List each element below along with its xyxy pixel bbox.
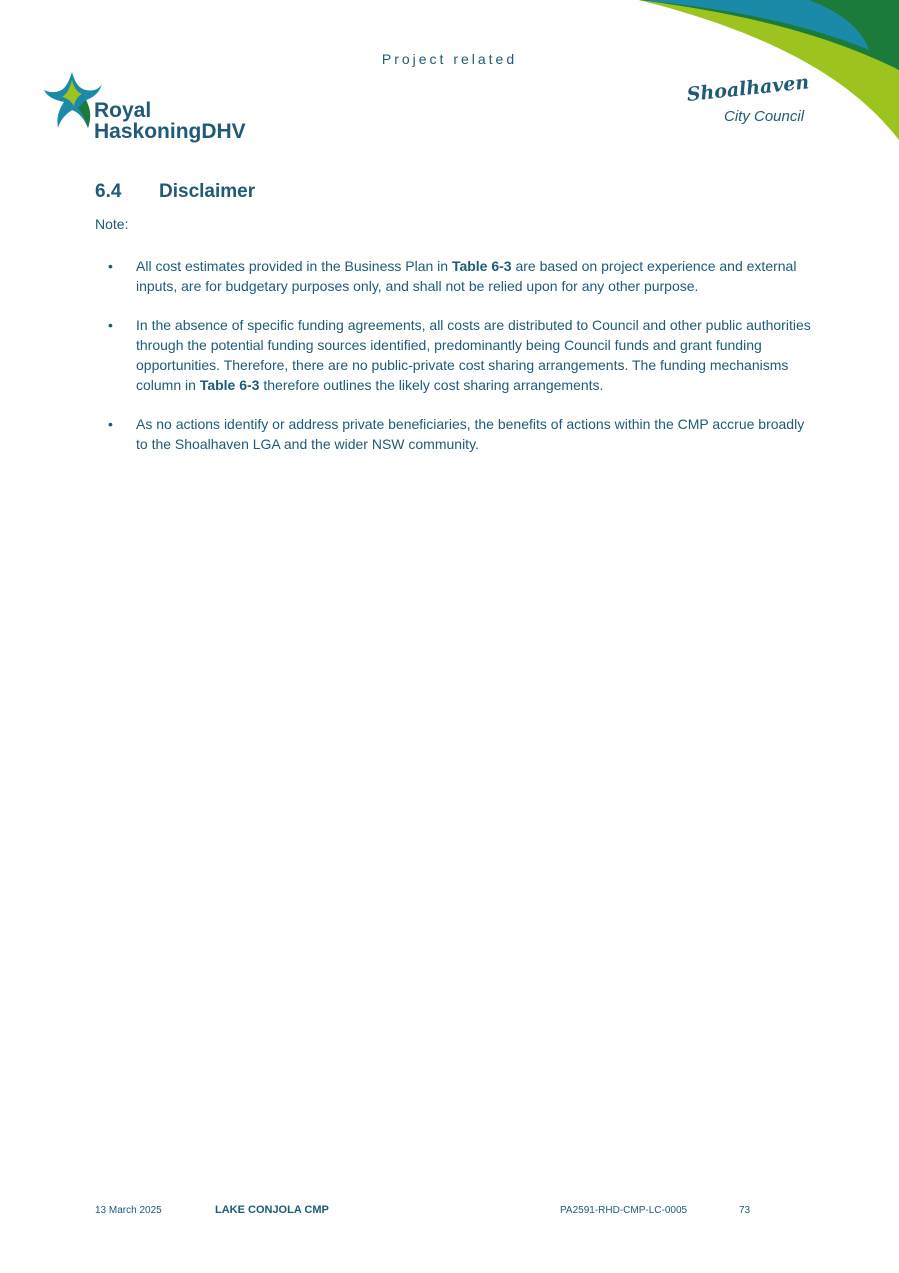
classification-label: Project related <box>381 51 518 67</box>
text-run: As no actions identify or address private beneficiaries, the benefits of actions within the CMP accrue broadly to the Shoalhaven LGA and the wider NSW community. <box>136 416 805 452</box>
royal-haskoningdhv-logo <box>42 70 257 148</box>
list-item <box>95 414 815 454</box>
table-reference: Table 6-3 <box>199 377 260 393</box>
footer-reference: PA2591-RHD-CMP-LC-0005 <box>560 1205 688 1216</box>
logo-script: Shoalhaven <box>685 71 811 106</box>
table-reference: Table 6-3 <box>451 258 512 274</box>
logo-line-haskoning: HaskoningDHV <box>94 120 246 143</box>
bullet-icon: • <box>108 317 113 333</box>
note-label: Note: <box>95 216 129 232</box>
disclaimer-list <box>95 256 815 473</box>
text-run: therefore outlines the likely cost sharing arrangements. <box>259 377 604 393</box>
page-number: 73 <box>739 1205 751 1216</box>
bullet-icon: • <box>108 258 113 274</box>
bullet-icon: • <box>108 416 113 432</box>
shoalhaven-council-logo <box>685 71 821 136</box>
list-item <box>95 315 815 395</box>
text-run: are based on project experience and external inputs, are for budgetary purposes only, and shall not be relied upon for any other purpose. <box>136 258 797 294</box>
logo-line-royal: Royal <box>94 99 152 122</box>
footer-title: LAKE CONJOLA CMP <box>215 1204 329 1216</box>
section-number: 6.4 <box>95 181 122 202</box>
text-run: In the absence of specific funding agreements, all costs are distributed to Council and other public authorities through the potential funding sources identified, predominantly being Council funds and grant funding opportunities. Therefore, there are no public-private cost sharing arrangements. The funding mechanisms column in <box>136 317 811 393</box>
text-run: All cost estimates provided in the Business Plan in <box>136 258 452 274</box>
logo-wordmark <box>94 100 246 142</box>
footer-date: 13 March 2025 <box>95 1205 162 1216</box>
logo-subtitle: City Council <box>724 108 805 125</box>
list-item <box>95 256 815 296</box>
section-heading <box>95 181 255 203</box>
section-title: Disclaimer <box>159 181 256 202</box>
